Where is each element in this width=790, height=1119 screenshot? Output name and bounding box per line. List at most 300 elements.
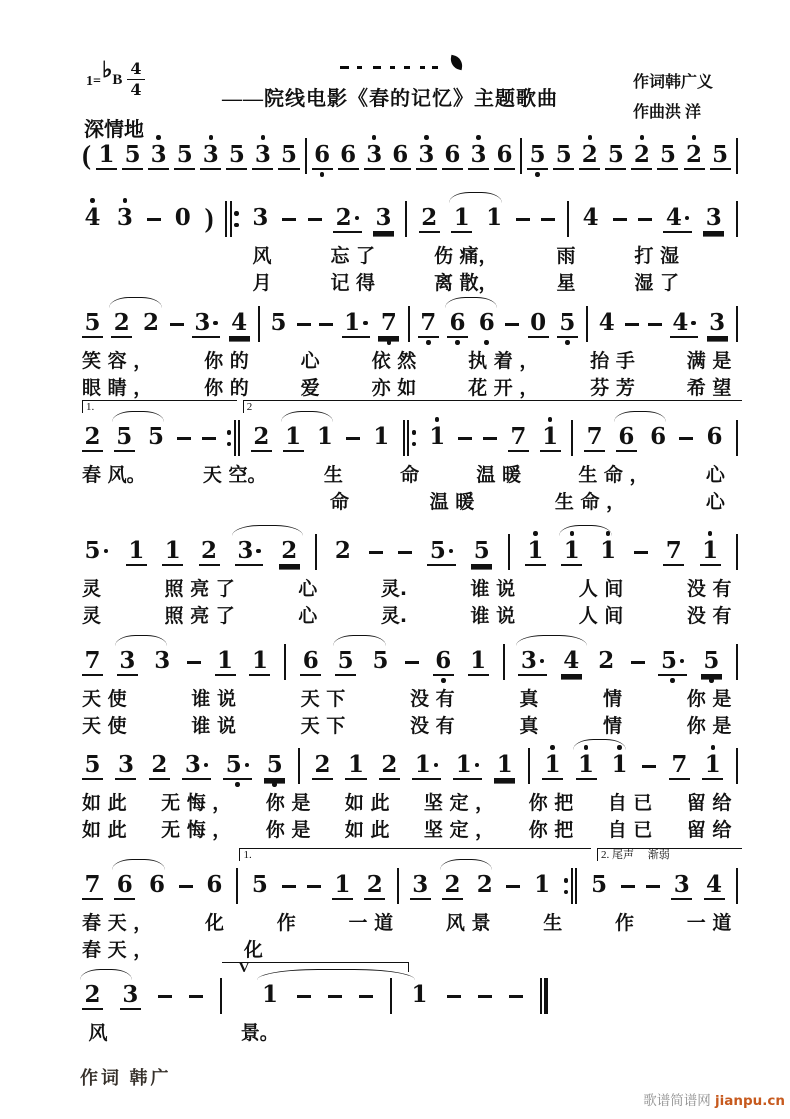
barline: [405, 196, 407, 242]
barline: [736, 415, 738, 461]
lyric-syllable: 抬 手: [590, 350, 635, 372]
lyric-syllable: 生 命 ，: [578, 464, 649, 486]
lyric-syllable: 笑 容 ，: [82, 350, 153, 372]
lyrics-row: [82, 604, 731, 631]
duration-dash: [634, 529, 648, 575]
duration-dash: [297, 973, 311, 1019]
lyric-syllable: 春 天 ，: [82, 912, 153, 934]
note: 5: [701, 639, 722, 685]
lyric-syllable: 你 的: [204, 350, 249, 372]
duration-dash: [202, 415, 216, 461]
key-prefix: 1=: [86, 74, 101, 89]
note: 3: [364, 133, 385, 179]
note: 6: [706, 423, 723, 450]
lyric-syllable: 灵.: [380, 578, 408, 600]
note: 5: [657, 133, 678, 179]
barline: [736, 639, 738, 685]
lyric-syllable: 天 下: [300, 688, 346, 710]
note: 1: [468, 639, 489, 685]
lyric-syllable: 一 道: [348, 912, 394, 934]
note: 7: [82, 639, 103, 685]
duration-dash: [638, 196, 652, 242]
repeat-barline: [227, 415, 241, 461]
note: 3: [373, 196, 394, 242]
note: 1: [259, 973, 280, 1019]
duration-dash: [478, 973, 492, 1019]
lyric-syllable: 心: [300, 350, 320, 372]
barline: [236, 863, 238, 909]
note: 6: [148, 871, 165, 898]
lyric-syllable: 人 间: [578, 578, 624, 600]
barline: [736, 133, 738, 179]
note: 5: [335, 639, 356, 685]
note: 5: [82, 529, 111, 575]
music-system: [82, 639, 738, 741]
key-signature: [86, 57, 145, 100]
note: 1: [451, 196, 472, 242]
note: 2: [142, 309, 159, 336]
note: 2: [379, 743, 400, 789]
note: 1: [700, 529, 721, 575]
duration-dash: [359, 973, 373, 1019]
notation-row: [82, 401, 738, 461]
duration-dash: [170, 301, 184, 347]
music-system: [82, 301, 738, 403]
barline: [220, 973, 222, 1019]
duration-dash: [177, 415, 191, 461]
duration-dash: [307, 863, 321, 909]
notation-row: [82, 849, 738, 909]
lyrics-row: [82, 911, 731, 938]
lyric-syllable: 情: [603, 688, 623, 710]
notation-row: [82, 960, 548, 1019]
lyrics-row: [82, 376, 731, 403]
note: 3: [252, 204, 269, 231]
lyric-syllable: 灵: [82, 578, 102, 600]
lyric-syllable: 离 散，: [433, 272, 498, 294]
lyric-syllable: 留 给: [686, 819, 732, 841]
lyric-syllable: 芬 芳: [590, 377, 635, 399]
duration-dash: [282, 196, 296, 242]
lyric-syllable: 没 有: [686, 605, 732, 627]
note: 5: [605, 133, 626, 179]
lyric-syllable: 天 空。: [202, 464, 267, 486]
barline: [508, 529, 510, 575]
lyric-syllable: 命: [400, 464, 420, 486]
lyrics-row: [82, 490, 725, 517]
lyric-syllable: 灵: [82, 605, 102, 627]
lyric-syllable: 你 的: [204, 377, 249, 399]
note: 7: [82, 863, 103, 909]
note: 3: [120, 973, 141, 1019]
music-system: [82, 849, 738, 965]
time-signature: [127, 60, 144, 100]
lyric-syllable: 花 开 ，: [468, 377, 539, 399]
note: 1: [345, 743, 366, 789]
repeat-barline: [564, 863, 578, 909]
note: 2: [333, 196, 362, 242]
note: 2: [279, 529, 300, 575]
note: 6: [447, 301, 468, 347]
lyric-syllable: 如 此: [82, 819, 127, 841]
lyric-syllable: 打 湿: [634, 245, 679, 267]
duration-dash: [483, 415, 497, 461]
lyric-syllable: 亦 如: [371, 377, 417, 399]
lyric-syllable: 温 暖: [429, 491, 475, 513]
lyric-syllable: 坚 定 ，: [423, 819, 495, 841]
barline: [305, 133, 307, 179]
lyric-syllable: 景。: [240, 1022, 279, 1044]
note: 3: [182, 743, 211, 789]
lyric-syllable: [355, 938, 357, 965]
repeat-barline: [225, 196, 239, 242]
note: 3: [707, 301, 728, 347]
duration-dash: [648, 301, 662, 347]
note: 6: [312, 133, 333, 179]
note: 5: [174, 133, 195, 179]
note: 2: [579, 133, 600, 179]
note: 7: [418, 301, 439, 347]
duration-dash: [179, 863, 193, 909]
note: 7: [669, 743, 690, 789]
lyric-syllable: 天 使: [82, 715, 127, 737]
note: 5: [527, 133, 548, 179]
barline: [315, 529, 317, 575]
lyric-syllable: 一 道: [686, 912, 732, 934]
barline: [586, 301, 588, 347]
lyric-syllable: 生 命 ，: [554, 491, 626, 513]
lyric-syllable: [542, 938, 544, 965]
barline: [567, 196, 569, 242]
note: 7: [584, 415, 605, 461]
music-system: [82, 401, 738, 517]
note: 1: [342, 301, 371, 347]
note: 4: [82, 196, 103, 242]
lyric-syllable: 谁 说: [470, 605, 516, 627]
duration-dash: [398, 529, 412, 575]
lyric-syllable: 情: [603, 715, 623, 737]
lyric-syllable: [636, 938, 638, 965]
flat-sign: ♭: [101, 57, 113, 82]
note: 4: [670, 301, 699, 347]
music-system: [82, 743, 738, 845]
note: 2: [312, 743, 333, 789]
note: 5: [251, 871, 268, 898]
lyric-syllable: 你 是: [265, 819, 311, 841]
barline: [528, 743, 530, 789]
repeat-barline: [403, 415, 417, 461]
note: 2: [684, 133, 705, 179]
final-barline: [540, 973, 548, 1019]
note: 5: [471, 529, 492, 575]
note: 2: [442, 863, 463, 909]
lyric-syllable: 谁 说: [191, 688, 236, 710]
note: 5: [114, 415, 135, 461]
duration-dash: [328, 973, 342, 1019]
lyric-syllable: 星: [556, 272, 576, 294]
lyric-syllable: 你 把: [528, 819, 574, 841]
notation-row: [82, 529, 738, 575]
lyric-syllable: 生: [543, 912, 563, 934]
notation-row: [82, 743, 738, 789]
duration-dash: [187, 639, 201, 685]
lyrics-row: [253, 244, 679, 271]
note: 1: [96, 133, 117, 179]
lyrics-row: [82, 463, 725, 490]
duration-dash: [646, 863, 660, 909]
lyric-syllable: [729, 938, 731, 965]
lyric-syllable: 温 暖: [476, 464, 522, 486]
note: 2: [334, 537, 351, 564]
note: 5: [278, 133, 299, 179]
note: 1: [427, 415, 448, 461]
note: 1: [162, 529, 183, 575]
duration-dash: [346, 415, 360, 461]
lyrics-row: [253, 271, 679, 298]
lyric-syllable: 无 悔 ，: [161, 819, 232, 841]
note: 7: [663, 529, 684, 575]
lyric-syllable: 化: [243, 939, 263, 961]
note: 1: [411, 981, 428, 1008]
volta-bracket: 2: [243, 400, 742, 413]
lyric-syllable: 记 得: [330, 272, 376, 294]
note: 2: [419, 196, 440, 242]
note: 3: [235, 529, 264, 575]
subtitle: ——院线电影《春的记忆》主题歌曲: [222, 88, 558, 110]
note: 3: [410, 863, 431, 909]
note: 4: [229, 301, 250, 347]
duration-dash: [158, 973, 172, 1019]
duration-dash: [541, 196, 555, 242]
barline: [736, 196, 738, 242]
lyrics-row: [82, 938, 731, 965]
barline: [258, 301, 260, 347]
lyrics-row: [82, 791, 731, 818]
note: 2: [111, 301, 132, 347]
note: 6: [494, 133, 515, 179]
parenthesis: ): [204, 203, 214, 233]
lyrics-row: [82, 714, 731, 741]
note: 3: [115, 743, 136, 789]
lyric-syllable: 如 此: [82, 792, 127, 814]
duration-dash: [679, 415, 693, 461]
lyric-syllable: 爱: [300, 377, 320, 399]
lyric-syllable: 天 使: [82, 688, 127, 710]
note: 3: [192, 301, 221, 347]
notation-row: [82, 196, 738, 242]
duration-dash: [625, 301, 639, 347]
volta-bracket: 2. 尾声 渐弱: [597, 848, 742, 861]
footer-credit: 作词 韩广: [80, 1068, 172, 1088]
title-stroke: [449, 55, 464, 70]
notation-row: [82, 133, 738, 179]
volta-bracket: 1.: [239, 848, 591, 861]
note: 4: [704, 863, 725, 909]
note: 5: [147, 423, 164, 450]
note: 3: [200, 133, 221, 179]
duration-dash: [505, 301, 519, 347]
lyric-syllable: 没 有: [686, 578, 732, 600]
credits: [633, 68, 713, 128]
lyric-syllable: 如 此: [344, 792, 390, 814]
lyric-syllable: 坚 定 ，: [423, 792, 495, 814]
note: 6: [433, 639, 454, 685]
note: 1: [249, 639, 270, 685]
parenthesis: (: [82, 140, 91, 170]
note: 1: [412, 743, 441, 789]
lyric-syllable: 心: [298, 578, 318, 600]
lyric-syllable: 风: [252, 245, 272, 267]
time-signature-denominator: 4: [130, 80, 142, 100]
note: 6: [338, 133, 359, 179]
note: 1: [576, 743, 597, 789]
barline: [298, 743, 300, 789]
note: 2: [598, 647, 615, 674]
barline: [736, 863, 738, 909]
lyric-syllable: 照 亮 了: [164, 605, 235, 627]
lyric-syllable: 风: [88, 1022, 108, 1044]
lyric-syllable: 满 是: [686, 350, 732, 372]
lyrics-row: [82, 349, 731, 376]
note: 1: [540, 415, 561, 461]
note: 3: [148, 133, 169, 179]
music-system: [82, 196, 738, 298]
duration-dash: [447, 973, 461, 1019]
lyric-syllable: 春 天 ，: [82, 939, 153, 961]
note: 5: [658, 639, 687, 685]
lyrics-row: [82, 687, 731, 714]
duration-dash: [282, 863, 296, 909]
note: 5: [557, 301, 578, 347]
note: 2: [251, 415, 272, 461]
note: 0: [528, 301, 549, 347]
note: 3: [671, 863, 692, 909]
barline: [736, 743, 738, 789]
duration-dash: [642, 743, 656, 789]
duration-dash: [631, 639, 645, 685]
barline: [408, 301, 410, 347]
duration-dash: [458, 415, 472, 461]
lyric-syllable: [82, 490, 84, 517]
barline: [736, 529, 738, 575]
lyric-syllable: 天 下: [300, 715, 346, 737]
note: 5: [372, 647, 389, 674]
note: 3: [518, 639, 547, 685]
lyric-syllable: 谁 说: [470, 578, 516, 600]
lyric-syllable: 自 已: [607, 819, 653, 841]
lyric-syllable: 月: [252, 272, 272, 294]
note: 5: [82, 743, 103, 789]
barline: [397, 863, 399, 909]
lyric-syllable: 风 景: [445, 912, 491, 934]
duration-dash: [308, 196, 322, 242]
lyric-syllable: 真: [519, 715, 539, 737]
note: 3: [416, 133, 437, 179]
lyric-syllable: 雨: [556, 245, 576, 267]
note: 6: [300, 639, 321, 685]
note: 5: [270, 309, 287, 336]
lyric-syllable: 伤 痛，: [433, 245, 498, 267]
note: 0: [174, 204, 191, 231]
lyric-syllable: 无 悔 ，: [161, 792, 232, 814]
note: 1: [534, 871, 551, 898]
lyric-syllable: 化: [204, 912, 224, 934]
barline: [284, 639, 286, 685]
note: 3: [114, 196, 135, 242]
note: 5: [591, 871, 608, 898]
note: 1: [702, 743, 723, 789]
lyric-syllable: 真: [519, 688, 539, 710]
duration-dash: [405, 639, 419, 685]
barline: [520, 133, 522, 179]
lyric-syllable: 希 望: [686, 377, 732, 399]
duration-dash: [509, 973, 523, 1019]
duration-dash: [516, 196, 530, 242]
lyric-syllable: 没 有: [409, 715, 455, 737]
lyricist-credit: 作词韩广义: [633, 74, 714, 91]
barline: [503, 639, 505, 685]
volta-bracket: 1.: [82, 400, 237, 413]
note: 1: [316, 423, 333, 450]
lyric-syllable: 眼 睛 ，: [82, 377, 153, 399]
lyric-syllable: 人 间: [578, 605, 624, 627]
note: 5: [223, 743, 252, 789]
lyric-syllable: 作: [615, 912, 635, 934]
lyric-syllable: 留 给: [686, 792, 732, 814]
note: 6: [476, 301, 497, 347]
lyric-syllable: 没 有: [409, 688, 455, 710]
note: 1: [215, 639, 236, 685]
duration-dash: [621, 863, 635, 909]
lyric-syllable: 心: [298, 605, 318, 627]
lyric-syllable: 依 然: [371, 350, 417, 372]
duration-dash: [613, 196, 627, 242]
note: 6: [206, 871, 223, 898]
lyric-syllable: 你 把: [528, 792, 574, 814]
note: 1: [609, 743, 630, 789]
note: 1: [561, 529, 582, 575]
lyric-syllable: 心: [705, 491, 725, 513]
lyric-syllable: 忘 了: [330, 245, 376, 267]
barline: [736, 301, 738, 347]
tempo-marking: 深情地: [84, 119, 144, 141]
note: 4: [582, 204, 599, 231]
notation-row: [82, 301, 738, 347]
duration-dash: [319, 301, 333, 347]
composer-credit: 作曲洪 洋: [633, 104, 702, 121]
lyric-syllable: 命: [329, 491, 349, 513]
note: 2: [82, 973, 103, 1019]
note: 5: [427, 529, 456, 575]
duration-dash: [189, 973, 203, 1019]
note: 1: [525, 529, 546, 575]
note: 1: [486, 204, 503, 231]
note: 2: [149, 743, 170, 789]
note: 1: [332, 863, 353, 909]
lyric-syllable: 你 是: [265, 792, 311, 814]
watermark: [643, 1089, 785, 1109]
lyric-syllable: 心: [705, 464, 725, 486]
lyrics-row: [82, 577, 731, 604]
note: 6: [650, 423, 667, 450]
lyrics-row: [82, 818, 731, 845]
breath-mark: V: [238, 960, 250, 976]
note: 6: [390, 133, 411, 179]
note: 1: [453, 743, 482, 789]
note: 4: [561, 639, 582, 685]
lyric-syllable: 春 风。: [82, 464, 146, 486]
note: 3: [252, 133, 273, 179]
